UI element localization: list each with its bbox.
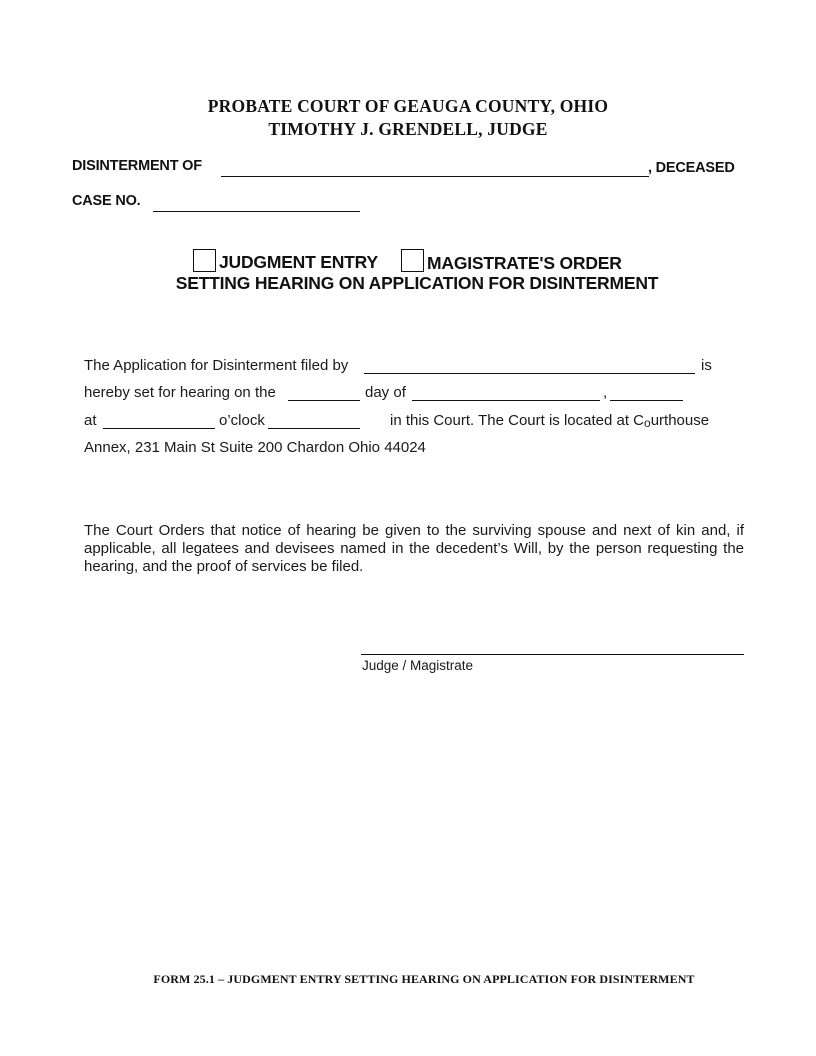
- hearing-time-field[interactable]: [103, 428, 215, 429]
- application-filed-by-text: The Application for Disinterment filed by: [84, 357, 349, 374]
- case-no-label: CASE NO.: [72, 193, 141, 209]
- oclock-text: o’clock: [219, 412, 265, 429]
- judgment-entry-label: JUDGMENT ENTRY: [219, 252, 378, 272]
- form-footer-title: FORM 25.1 – JUDGMENT ENTRY SETTING HEARING ON APPLICATION FOR DISINTERMENT: [153, 972, 695, 986]
- day-of-text: day of: [365, 384, 406, 401]
- judge-magistrate-label: Judge / Magistrate: [362, 658, 474, 673]
- court-location-text: in this Court. The Court is located at Courthouse: [390, 412, 710, 430]
- hearing-year-field[interactable]: [610, 400, 683, 401]
- applicant-name-field[interactable]: [364, 373, 695, 374]
- court-address-text: Annex, 231 Main St Suite 200 Chardon Ohio 44024: [84, 439, 426, 456]
- magistrates-order-checkbox[interactable]: [401, 249, 424, 272]
- signature-line[interactable]: [361, 654, 744, 655]
- am-pm-field[interactable]: [268, 428, 360, 429]
- disinterment-of-label: DISINTERMENT OF: [72, 158, 202, 174]
- at-text: at: [84, 412, 97, 429]
- judgment-entry-checkbox[interactable]: [193, 249, 216, 272]
- hearing-month-field[interactable]: [412, 400, 600, 401]
- case-number-field[interactable]: [153, 211, 360, 212]
- decedent-name-field[interactable]: [221, 176, 649, 177]
- set-for-hearing-text: hereby set for hearing on the: [84, 384, 276, 401]
- form-subtitle: SETTING HEARING ON APPLICATION FOR DISINTERMENT: [175, 273, 659, 293]
- court-name: PROBATE COURT OF GEAUGA COUNTY, OHIO: [207, 96, 609, 116]
- notice-order-paragraph: The Court Orders that notice of hearing be given to the surviving spouse and next of kin and, if applicable, all legatees and devisees named in the decedent’s Will, by the person requesting the hearing, and the proof of services be filed.: [84, 522, 744, 575]
- judge-name: TIMOTHY J. GRENDELL, JUDGE: [268, 119, 548, 139]
- is-text: is: [701, 357, 712, 374]
- date-comma: ,: [603, 384, 608, 401]
- hearing-day-field[interactable]: [288, 400, 360, 401]
- deceased-label: , DECEASED: [648, 160, 735, 176]
- magistrates-order-label: MAGISTRATE'S ORDER: [427, 253, 622, 273]
